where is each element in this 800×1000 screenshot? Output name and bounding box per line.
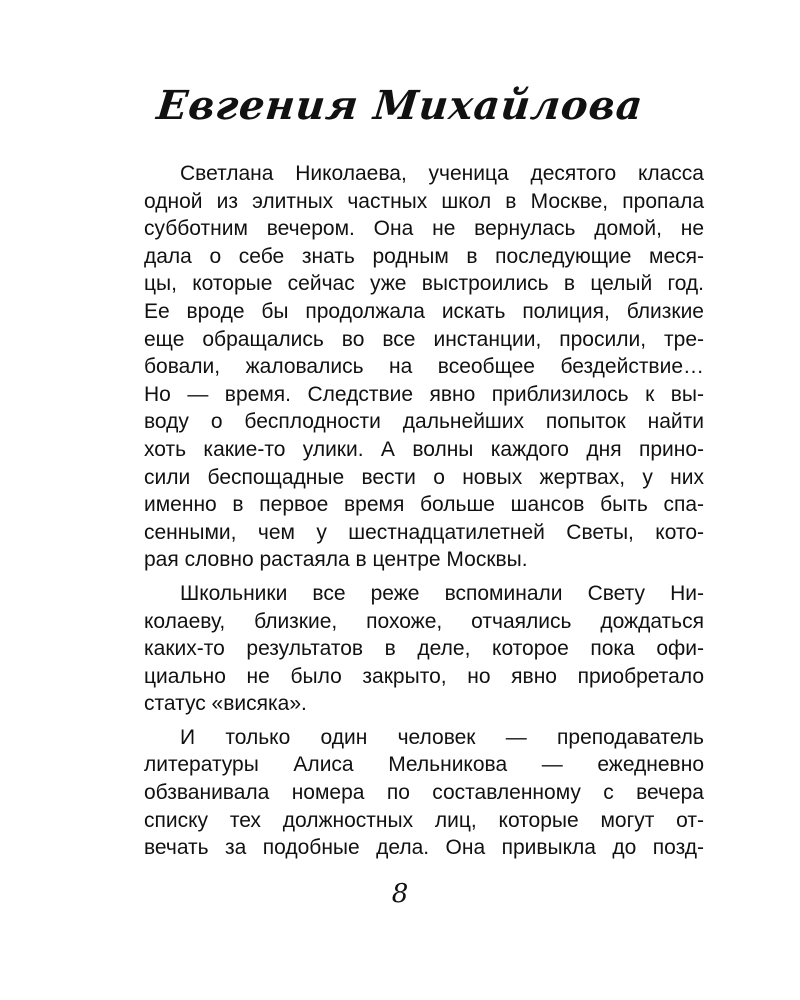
- text-line: бовали, жаловались на всеобщее бездействие…: [144, 355, 704, 379]
- text-line: циально не было закрыто, но явно приобретало: [144, 664, 704, 688]
- text-line: Ее вроде бы продолжала искать полиция, близкие: [144, 299, 704, 323]
- text-line: сенными, чем у шестнадцатилетней Светы, кото-: [144, 520, 704, 544]
- text-line: каких-то результатов в деле, которое пока офи-: [144, 637, 704, 661]
- page-number: 8: [391, 879, 409, 909]
- paragraph-1: [144, 160, 704, 574]
- paragraph-3: [144, 724, 704, 862]
- text-line: колаеву, близкие, похоже, отчаялись дождаться: [144, 609, 704, 633]
- text-line: хоть какие-то улики. А волны каждого дня прино-: [144, 437, 704, 461]
- text-line: вечать за подобные дела. Она привыкла до позд-: [144, 836, 704, 860]
- text-line: обзванивала номера по составленному с вечера: [144, 781, 704, 805]
- text-line: сили беспощадные вести о новых жертвах, у них: [144, 465, 704, 489]
- paragraph-2: [144, 580, 704, 718]
- text-line: одной из элитных частных школ в Москве, пропала: [144, 189, 704, 213]
- text-line: цы, которые сейчас уже выстроились в целый год.: [144, 272, 704, 296]
- text-line: воду о бесплодности дальнейших попыток найти: [144, 410, 704, 434]
- text-line: списку тех должностных лиц, которые могут от-: [144, 808, 704, 832]
- text-line: дала о себе знать родным в последующие меся-: [144, 244, 704, 268]
- text-line: именно в первое время больше шансов быть спа-: [144, 493, 704, 517]
- text-line: Школьники все реже вспоминали Свету Ни-: [180, 581, 704, 605]
- text-line: субботним вечером. Она не вернулась домой, не: [144, 217, 704, 241]
- running-head-author: Евгения Михайлова: [154, 82, 646, 129]
- text-line: Но — время. Следствие явно приблизилось к вы-: [144, 382, 704, 406]
- text-line: рая словно растаяла в центре Москвы.: [144, 548, 528, 572]
- text-line: литературы Алиса Мельникова — ежедневно: [144, 753, 704, 777]
- body-text: [144, 160, 704, 862]
- text-line: статус «висяка».: [144, 692, 307, 716]
- text-line: еще обращались во все инстанции, просили, тре-: [144, 327, 704, 351]
- text-line: И только один человек — преподаватель: [180, 725, 704, 749]
- text-line: Светлана Николаева, ученица десятого класса: [180, 162, 704, 185]
